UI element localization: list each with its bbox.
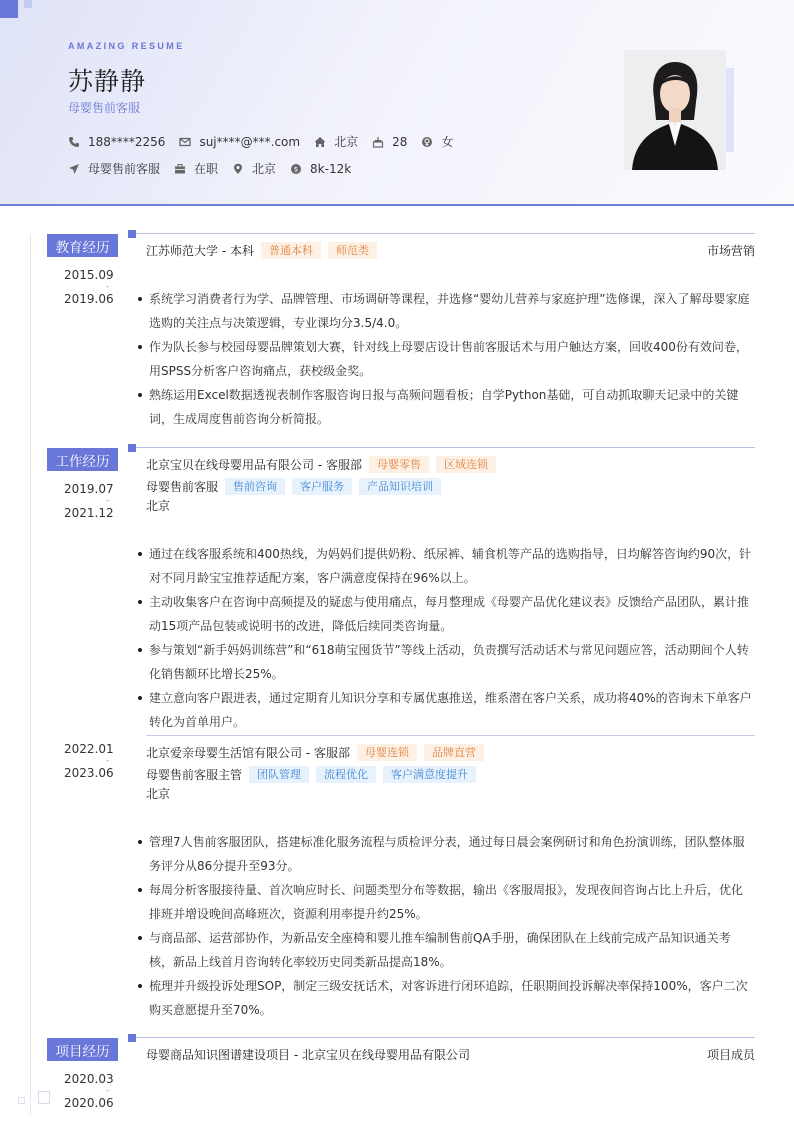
section-marker	[128, 230, 136, 238]
project-role: 项目成员	[706, 1048, 755, 1062]
intended-position-text: 母婴售前客服	[88, 162, 161, 176]
work-company: 北京宝贝在线母婴用品有限公司 - 客服部	[146, 458, 362, 472]
gender-item	[421, 133, 453, 150]
home-icon	[314, 136, 326, 148]
section-marker	[128, 444, 136, 452]
resume-header	[0, 0, 794, 206]
work-city: 北京	[146, 499, 171, 513]
date-dash: -	[106, 282, 110, 292]
phone-text: 188****2256	[88, 134, 166, 149]
work-status-item	[174, 160, 218, 177]
edu-school-row	[146, 242, 755, 259]
section-divider	[136, 447, 755, 448]
edu-major: 市场营销	[706, 244, 755, 258]
edu-school: 江苏师范大学 - 本科	[146, 244, 254, 258]
work-status-text: 在职	[194, 162, 219, 176]
date-dash: -	[106, 756, 110, 766]
edu-bullet-list	[138, 287, 752, 431]
position-tag: 产品知识培训	[359, 478, 441, 495]
salary-text: 8k-12k	[310, 161, 352, 176]
mail-icon	[179, 136, 191, 148]
section-label-work: 工作经历	[47, 448, 118, 471]
section-label-education: 教育经历	[47, 234, 118, 257]
list-item: 管理7人售前客服团队，搭建标准化服务流程与质检评分表，通过每日晨会案例研讨和角色扮演训练，团队整体服务评分从86分提升至93分。	[138, 830, 752, 878]
company-tag: 母婴连锁	[357, 744, 417, 761]
briefcase-icon	[174, 163, 186, 175]
entry-divider	[146, 735, 755, 736]
section-divider	[136, 233, 755, 234]
list-item: 通过在线客服系统和400热线，为妈妈们提供奶粉、纸尿裤、辅食机等产品的选购指导，日均解答咨询约90次，针对不同月龄宝宝推荐适配方案，客户满意度保持在96%以上。	[138, 542, 752, 590]
company-tag: 母婴零售	[369, 456, 429, 473]
position-tag: 客户满意度提升	[383, 766, 476, 783]
list-item: 参与策划“新手妈妈训练营”和“618萌宝囤货节”等线上活动，负责撰写活动话术与常见问题应答，活动期间个人转化销售额环比增长25%。	[138, 638, 752, 686]
work-position: 母婴售前客服	[146, 480, 219, 494]
email-text: suj****@***.com	[199, 134, 301, 149]
list-item: 熟练运用Excel数据透视表制作客服咨询日报与高频问题看板；自学Python基础，可自动抓取聊天记录中的关键词，生成周度售前咨询分析简报。	[138, 383, 752, 431]
list-item: 主动收集客户在咨询中高频提及的疑虑与使用痛点，每月整理成《母婴产品优化建议表》反馈给产品团队，累计推动15项产品包装或说明书的改进，降低后续同类咨询量。	[138, 590, 752, 638]
date-dash: -	[106, 1086, 110, 1096]
work-end-date: 2021.12	[64, 506, 114, 520]
hometown-item	[314, 133, 358, 150]
edu-end-date: 2019.06	[64, 292, 114, 306]
project-start-date: 2020.03	[64, 1072, 114, 1086]
edu-tag: 普通本科	[261, 242, 321, 259]
phone-icon	[68, 136, 80, 148]
list-item: 每周分析客服接待量、首次响应时长、问题类型分布等数据，输出《客服周报》，发现夜间咨询占比上升后，优化排班并增设晚间高峰班次，资源利用率提升约25%。	[138, 878, 752, 926]
intended-city-text: 北京	[252, 162, 277, 176]
section-divider	[136, 1037, 755, 1038]
section-label-project: 项目经历	[47, 1038, 118, 1061]
work-position-row	[146, 478, 755, 495]
candidate-job-title: 母婴售前客服	[68, 101, 141, 115]
location-pin-icon	[232, 163, 244, 175]
project-name: 母婴商品知识图谱建设项目 - 北京宝贝在线母婴用品有限公司	[146, 1048, 470, 1062]
work-city: 北京	[146, 787, 171, 801]
job-intention-row	[68, 160, 365, 177]
work-start-date: 2022.01	[64, 742, 114, 756]
hometown-text: 北京	[334, 135, 359, 149]
work-company-row	[146, 744, 755, 761]
intended-position-item	[68, 160, 160, 177]
cake-icon	[372, 136, 384, 148]
project-end-date: 2020.06	[64, 1096, 114, 1110]
corner-decoration-bottom	[38, 1091, 50, 1104]
work-start-date: 2019.07	[64, 482, 114, 496]
list-item: 系统学习消费者行为学、品牌管理、市场调研等课程，并选修“婴幼儿营养与家庭护理”选修课，深入了解母婴家庭选购的关注点与决策逻辑，专业课均分3.5/4.0。	[138, 287, 752, 335]
date-dash: -	[106, 496, 110, 506]
list-item: 与商品部、运营部协作，为新品安全座椅和婴儿推车编制售前QA手册，确保团队在上线前完成产品知识通关考核，新品上线首月咨询转化率较历史同类新品提高18%。	[138, 926, 752, 974]
project-row	[146, 1046, 755, 1063]
email-item	[179, 135, 300, 149]
salary-item	[290, 162, 351, 176]
work-bullet-list	[138, 542, 752, 734]
age-text: 28	[392, 134, 408, 149]
list-item: 梳理并升级投诉处理SOP，制定三级安抚话术，对客诉进行闭环追踪，任职期间投诉解决率保持100%，客户二次购买意愿提升至70%。	[138, 974, 752, 1022]
resume-tagline: AMAZING RESUME	[68, 41, 185, 51]
section-marker	[128, 1034, 136, 1042]
corner-decoration-bottom-small	[18, 1097, 25, 1104]
work-city-row	[146, 785, 755, 802]
svg-text:$: $	[293, 165, 299, 174]
position-tag: 流程优化	[316, 766, 376, 783]
work-bullet-list	[138, 830, 752, 1022]
work-company: 北京爱亲母婴生活馆有限公司 - 客服部	[146, 746, 350, 760]
edu-tag: 师范类	[328, 242, 377, 259]
position-tag: 团队管理	[249, 766, 309, 783]
list-item: 作为队长参与校园母婴品牌策划大赛，针对线上母婴店设计售前客服话术与用户触达方案，回收400份有效问卷，用SPSS分析客户咨询痛点，获校级金奖。	[138, 335, 752, 383]
edu-start-date: 2015.09	[64, 268, 114, 282]
money-icon	[290, 163, 302, 175]
profile-photo	[624, 50, 726, 170]
phone-item	[68, 135, 165, 149]
work-end-date: 2023.06	[64, 766, 114, 780]
gender-text: 女	[441, 135, 454, 149]
candidate-name: 苏静静	[68, 67, 147, 96]
work-position-row	[146, 766, 755, 783]
gender-icon	[421, 136, 433, 148]
corner-decoration-small	[24, 0, 32, 8]
company-tag: 品牌直营	[424, 744, 484, 761]
list-item: 建立意向客户跟进表，通过定期育儿知识分享和专属优惠推送，维系潜在客户关系，成功将40%的咨询未下单客户转化为首单用户。	[138, 686, 752, 734]
company-tag: 区域连锁	[436, 456, 496, 473]
work-company-row	[146, 456, 755, 473]
contact-info-row	[68, 133, 467, 150]
work-city-row	[146, 497, 755, 514]
intended-city-item	[232, 160, 276, 177]
position-tag: 客户服务	[292, 478, 352, 495]
age-item	[372, 135, 407, 149]
position-tag: 售前咨询	[225, 478, 285, 495]
send-icon	[68, 163, 80, 175]
work-position: 母婴售前客服主管	[146, 768, 243, 782]
timeline-line	[30, 234, 31, 1114]
corner-decoration	[0, 0, 18, 18]
